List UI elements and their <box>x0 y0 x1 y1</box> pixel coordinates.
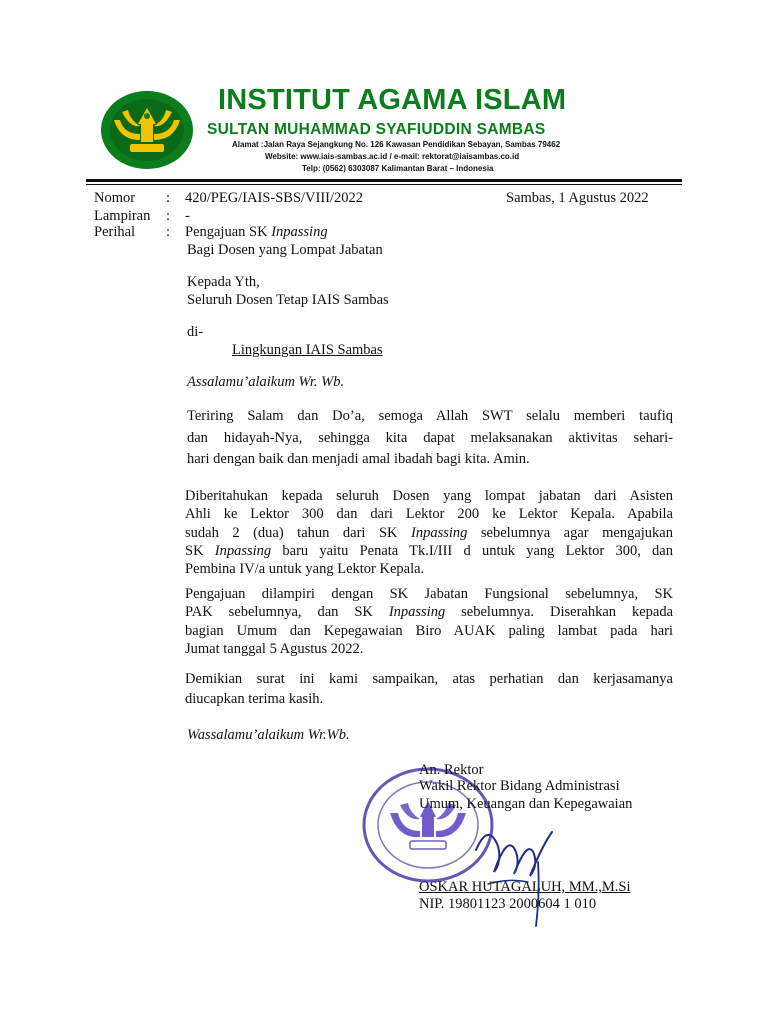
recipient-place: Lingkungan IAIS Sambas <box>232 342 383 358</box>
paragraph-1-line: Teriring Salam dan Do’a, semoga Allah SWT selalu memberi taufiq <box>187 408 673 424</box>
paragraph-3-line: bagian Umum dan Kepegawaian Biro AUAK paling lambat pada hari <box>185 622 673 639</box>
letter-date: Sambas, 1 Agustus 2022 <box>506 190 649 206</box>
lampiran-label: Lampiran <box>94 208 151 224</box>
paragraph-3-line: Pengajuan dilampiri dengan SK Jabatan Fungsional sebelumnya, SK <box>185 586 673 602</box>
paragraph-2 <box>185 487 673 578</box>
recipient-kepada: Kepada Yth, <box>187 274 260 290</box>
nomor-label: Nomor <box>94 190 136 206</box>
telephone-line: Telp: (0562) 6303087 Kalimantan Barat – Indonesia <box>302 164 494 173</box>
perihal-value-italic: Inpassing <box>271 224 328 240</box>
website-email-line: Website: www.iais-sambas.ac.id / e-mail: rektorat@iaisambas.co.id <box>265 152 520 161</box>
address-line: Alamat :Jalan Raya Sejangkung No. 126 Kawasan Pendidikan Sebayan, Sambas 79462 <box>232 140 561 149</box>
paragraph-2-line: Ahli ke Lektor 300 dan dari Lektor 200 ke Lektor Kepala. Apabila <box>185 506 673 523</box>
paragraph-1-line: dan hidayah-Nya, sehingga kita dapat melaksanakan aktivitas sehari- <box>187 429 673 446</box>
signature-title-line-1: Wakil Rektor Bidang Administrasi <box>419 778 620 794</box>
paragraph-3-line: Jumat tanggal 5 Agustus 2022. <box>185 640 364 657</box>
signature-on-behalf: An. Rektor <box>419 762 484 778</box>
perihal-label: Perihal <box>94 224 136 240</box>
paragraph-3-line: PAK sebelumnya, dan SK Inpassing sebelumnya. Diserahkan kepada <box>185 604 674 621</box>
perihal-colon: : <box>166 224 171 240</box>
nomor-colon: : <box>166 190 171 206</box>
paragraph-4-line: Demikian surat ini kami sampaikan, atas perhatian dan kerjasamanya <box>185 671 673 687</box>
perihal-value-plain: Pengajuan SK <box>185 224 272 240</box>
institution-logo <box>100 90 194 170</box>
perihal-value <box>185 224 328 241</box>
paragraph-2-line: Pembina IV/a untuk yang Lektor Kepala. <box>185 561 425 578</box>
greeting: Assalamu’alaikum Wr. Wb. <box>187 374 345 390</box>
signatory-name: OSKAR HUTAGALUH, MM.,M.Si <box>419 879 631 895</box>
paragraph-1 <box>187 406 673 471</box>
lampiran-value: - <box>185 208 190 224</box>
paragraph-1-line: hari dengan baik dan menjadi amal ibadah bagi kita. Amin. <box>187 451 530 467</box>
paragraph-3 <box>185 585 673 658</box>
recipient-di: di- <box>187 324 204 340</box>
nomor-value: 420/PEG/IAIS-SBS/VIII/2022 <box>185 190 364 206</box>
paragraph-2-line: SK Inpassing baru yaitu Penata Tk.I/III d untuk yang Lektor 300, dan <box>185 542 673 559</box>
lampiran-colon: : <box>166 208 171 224</box>
signature-title-line-2: Umum, Keuangan dan Kepegawaian <box>419 796 633 812</box>
paragraph-2-line: Diberitahukan kepada seluruh Dosen yang lompat jabatan dari Asisten <box>185 488 673 504</box>
signatory-nip: NIP. 19801123 2000604 1 010 <box>419 896 597 912</box>
letterhead-rule-thin <box>86 184 682 185</box>
paragraph-4-line: diucapkan terima kasih. <box>185 691 324 707</box>
perihal-line-2: Bagi Dosen yang Lompat Jabatan <box>187 242 383 258</box>
institution-name: INSTITUT AGAMA ISLAM <box>218 84 567 116</box>
institution-subname: SULTAN MUHAMMAD SYAFIUDDIN SAMBAS <box>207 121 546 138</box>
recipient-name: Seluruh Dosen Tetap IAIS Sambas <box>187 292 389 308</box>
letterhead-rule-thick <box>86 179 682 182</box>
closing-salutation: Wassalamu’alaikum Wr.Wb. <box>187 727 350 743</box>
paragraph-4 <box>185 669 673 709</box>
paragraph-2-line: sudah 2 (dua) tahun dari SK Inpassing sebelumnya agar mengajukan <box>185 524 673 541</box>
